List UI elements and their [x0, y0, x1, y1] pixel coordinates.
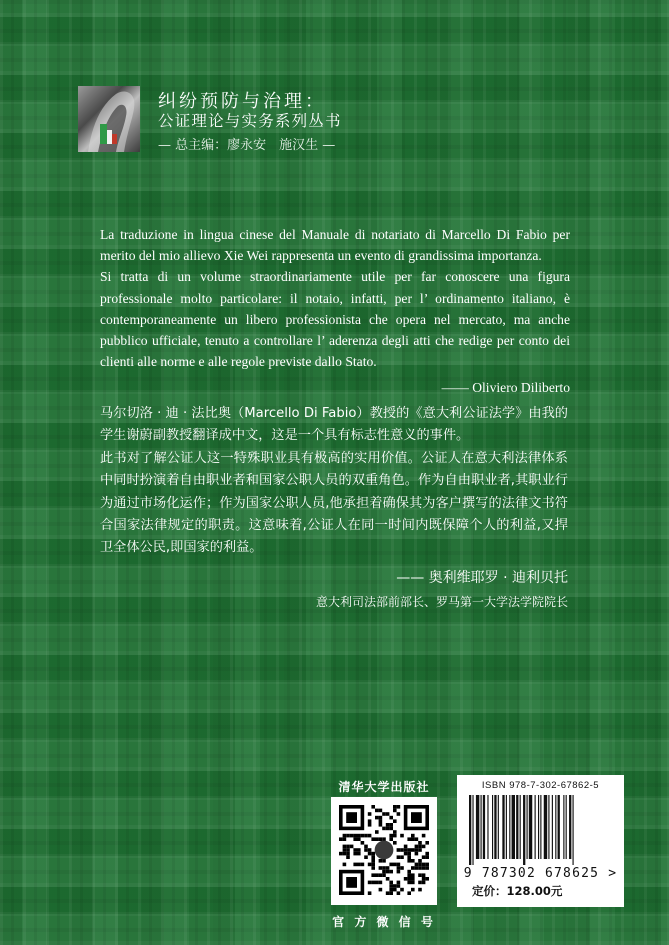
series-subtitle: 公证理论与实务系列丛书 [158, 112, 342, 130]
statue-image [78, 86, 140, 152]
series-header [78, 86, 378, 166]
chinese-paragraph-2: 此书对了解公证人这一特殊职业具有极高的实用价值。公证人在意大利法律体系中同时扮演着自由职业者和国家公职人员的双重角色。作为自由职业者,其职业行为通过市场化运作；作为国家公职人员,他承担着确保其为客户撰写的法律文书符合国家法律规定的职责。这意味着,公证人在同一时间内既保障个人的利益,又捍卫全体公民,即国家的利益。 [100, 450, 568, 556]
ean-digits: 9 787302 678625 > [463, 866, 618, 881]
isbn-barcode-panel [457, 775, 624, 907]
statue-photo [78, 86, 140, 152]
italian-endorsement [100, 224, 570, 399]
qr-code-image [331, 797, 437, 905]
qr-code[interactable] [331, 797, 437, 905]
chinese-endorsement [100, 403, 568, 614]
chinese-paragraph-1: 马尔切洛 · 迪 · 法比奥（Marcello Di Fabio）教授的《意大利公证法学》由我的学生谢蔚副教授翻译成中文，这是一个具有标志性意义的事件。 [100, 406, 568, 444]
publisher-name: 清华大学出版社 [338, 780, 430, 794]
italian-paragraph-2: Si tratta di un volume straordinariamente utile per far conoscere una figura professionale molto particolare: il notaio, infatti, per l’ ordinamento italiano, è contemporaneamente un libero professionista che opera nel mercato, ma anche pubblico ufficiale, tenuto a controllare l’ aderenza degli atti che redige per conto dei clienti alle norme e alle regole previste dallo Stato. [100, 269, 570, 370]
series-editors: — 总主编：廖永安 施汉生 — [158, 138, 336, 153]
isbn-number: ISBN 978-7-302-67862-5 [481, 780, 600, 791]
chinese-attribution: —— 奥利维耶罗 · 迪利贝托 [396, 569, 568, 586]
italian-attribution: —— Oliviero Diliberto [441, 380, 570, 396]
italian-paragraph-1: La traduzione in lingua cinese del Manuale di notariato di Marcello Di Fabio per merito del mio allievo Xie Wei rappresenta un evento di grandissima importanza. [100, 227, 570, 264]
price-label: 定价：128.00元 [472, 884, 563, 898]
series-title: 纠纷预防与治理： [158, 91, 326, 112]
qr-caption: 官 方 微 信 号 [332, 915, 436, 929]
barcode-image [469, 795, 612, 865]
chinese-attribution-title: 意大利司法部前部长、罗马第一大学法学院院长 [315, 595, 568, 610]
